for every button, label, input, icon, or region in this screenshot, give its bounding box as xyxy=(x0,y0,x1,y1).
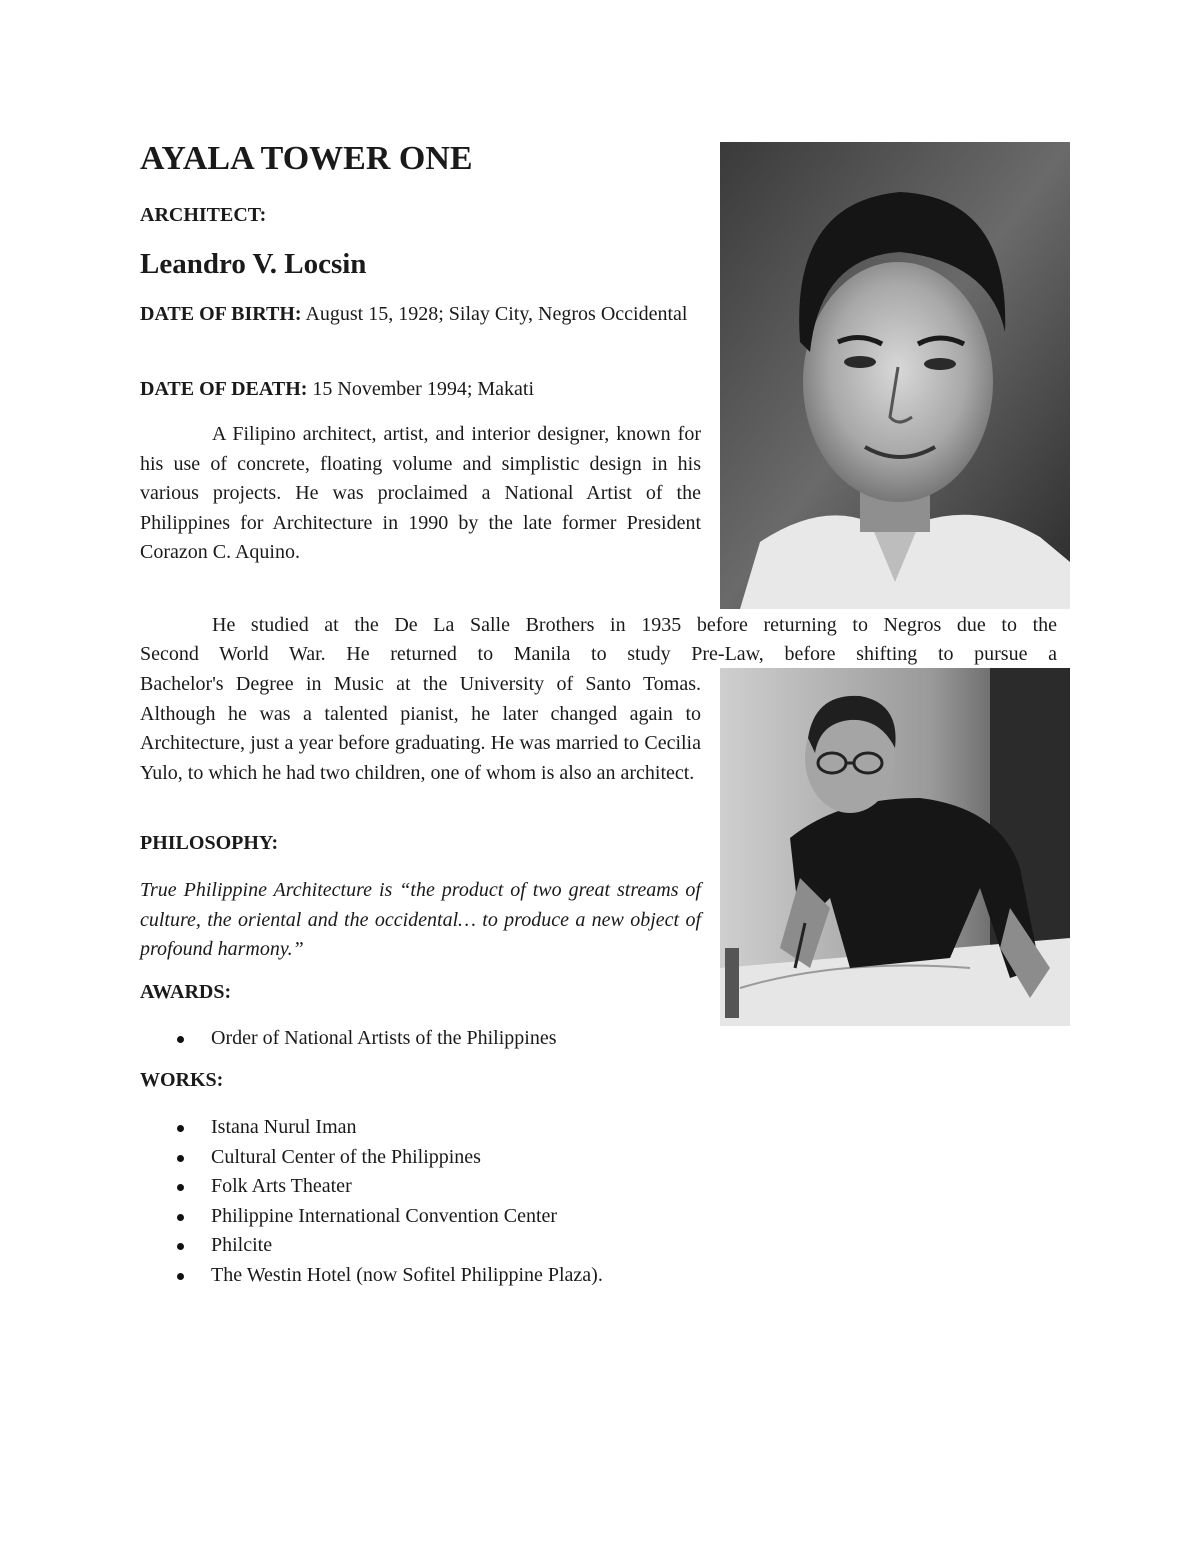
philosophy-quote: True Philippine Architecture is “the product of two great streams of culture, the oriental and the occidental… to produce a new object of profound harmony.” xyxy=(140,879,701,960)
architect-label: ARCHITECT: xyxy=(140,204,267,226)
philosophy-label: PHILOSOPHY: xyxy=(140,832,279,854)
birth-info xyxy=(140,300,701,330)
drafting-photo xyxy=(720,668,1070,1026)
bio-paragraph-2-line-2: Second World War. He returned to Manila to study Pre-Law, before shifting to pursue a xyxy=(140,643,1057,665)
works-list xyxy=(140,1113,603,1290)
document-title: AYALA TOWER ONE xyxy=(140,140,473,177)
birth-value: August 15, 1928; Silay City, Negros Occidental xyxy=(305,303,688,325)
birth-label: DATE OF BIRTH: xyxy=(140,303,302,325)
work-item: Philippine International Convention Center xyxy=(140,1202,603,1232)
death-value: 15 November 1994; Makati xyxy=(312,378,535,400)
death-label: DATE OF DEATH: xyxy=(140,378,308,400)
bio-paragraph-2-line-1: He studied at the De La Salle Brothers in 1935 before returning to Negros due to the xyxy=(212,614,1057,636)
works-label: WORKS: xyxy=(140,1069,224,1091)
award-item: Order of National Artists of the Philippines xyxy=(140,1024,557,1054)
awards-list xyxy=(140,1024,557,1054)
work-item: Folk Arts Theater xyxy=(140,1172,603,1202)
work-item: The Westin Hotel (now Sofitel Philippine Plaza). xyxy=(140,1261,603,1291)
work-item: Philcite xyxy=(140,1231,603,1261)
portrait-photo xyxy=(720,142,1070,609)
work-item: Cultural Center of the Philippines xyxy=(140,1143,603,1173)
awards-label: AWARDS: xyxy=(140,981,232,1003)
architect-name: Leandro V. Locsin xyxy=(140,248,367,280)
bio-paragraph-1: A Filipino architect, artist, and interior designer, known for his use of concrete, floating volume and simplistic design in his various projects. He was proclaimed a National Artist of the Philippines for Architecture in 1990 by the late former President Corazon C. Aquino. xyxy=(140,423,701,563)
work-item: Istana Nurul Iman xyxy=(140,1113,603,1143)
death-info xyxy=(140,375,701,405)
bio-paragraph-2-rest: Bachelor's Degree in Music at the University of Santo Tomas. Although he was a talented pianist, he later changed again to Architecture, just a year before graduating. He was married to Cecilia Yulo, to which he had two children, one of whom is also an architect. xyxy=(140,673,701,784)
